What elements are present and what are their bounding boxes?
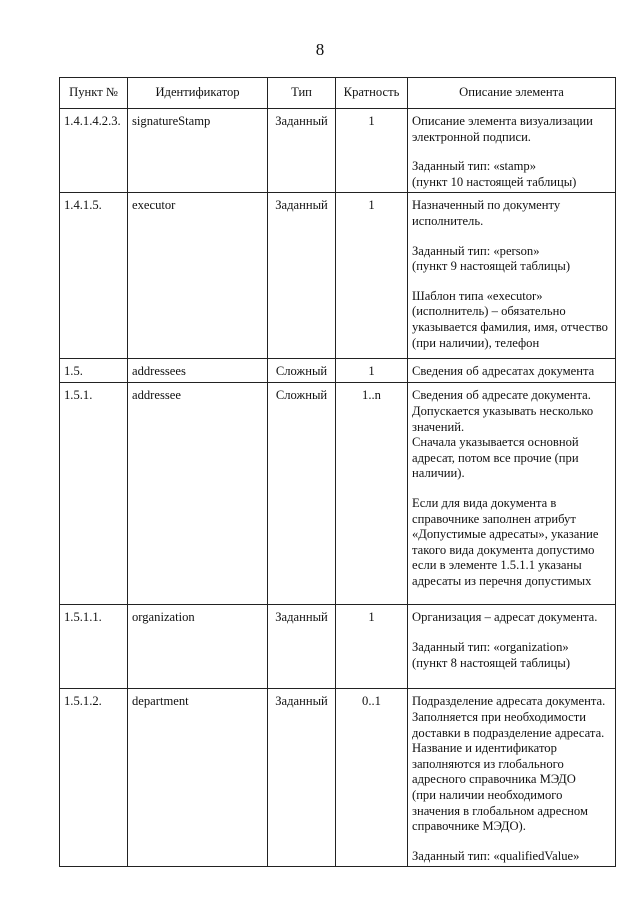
description-line: справочнике МЭДО). — [412, 819, 526, 834]
row-multiplicity-cell: 1 — [336, 193, 408, 359]
description-line: наличии). — [412, 466, 465, 481]
header-description: Описание элемента — [408, 78, 616, 109]
row-number-cell: 1.4.1.5. — [60, 193, 128, 359]
table-row — [60, 109, 616, 193]
paragraph-gap — [412, 482, 611, 496]
description-line: доставки в подразделение адресата. — [412, 725, 605, 740]
description-line: Описание элемента визуализации — [412, 114, 593, 128]
description-line: (при наличии), телефон — [412, 335, 540, 350]
paragraph-gap — [412, 145, 611, 159]
table-row — [60, 359, 616, 383]
row-identifier-cell: executor — [128, 193, 268, 359]
description-line: Название и идентификатор — [412, 741, 557, 756]
row-description-cell — [408, 109, 616, 193]
description-line: адресат, потом все прочие (при — [412, 450, 579, 465]
description-paragraph — [412, 244, 611, 275]
description-paragraph — [412, 610, 611, 626]
description-line: если в элементе 1.5.1.1 указаны — [412, 558, 582, 573]
description-line: указывается фамилия, имя, отчество — [412, 319, 608, 334]
row-identifier-cell: signatureStamp — [128, 109, 268, 193]
row-multiplicity-cell: 1 — [336, 109, 408, 193]
description-line: Заданный тип: «person» — [412, 243, 540, 258]
description-line: (пункт 9 настоящей таблицы) — [412, 259, 571, 274]
elements-table — [59, 77, 616, 867]
row-type-cell: Сложный — [268, 359, 336, 383]
description-line: «Допустимые адресаты», указание — [412, 527, 599, 542]
header-identifier: Идентификатор — [128, 78, 268, 109]
description-line: Заданный тип: «organization» — [412, 639, 569, 654]
row-identifier-cell: department — [128, 689, 268, 867]
description-line: Если для вида документа в — [412, 495, 557, 510]
row-number-cell: 1.5.1.1. — [60, 605, 128, 689]
table-row — [60, 383, 616, 605]
paragraph-gap — [412, 835, 611, 849]
description-line: Назначенный по документу — [412, 198, 561, 213]
description-paragraph — [412, 694, 611, 834]
row-description-cell — [408, 689, 616, 867]
description-paragraph — [412, 289, 611, 351]
description-line: Заданный тип: «qualifiedValue» — [412, 848, 580, 863]
row-description-cell — [408, 359, 616, 383]
row-number-cell: 1.5. — [60, 359, 128, 383]
description-line: значений. — [412, 419, 465, 434]
table-row — [60, 193, 616, 359]
description-line: (пункт 8 настоящей таблицы) — [412, 655, 571, 670]
paragraph-gap — [412, 275, 611, 289]
description-paragraph — [412, 198, 611, 229]
row-multiplicity-cell: 1 — [336, 359, 408, 383]
description-line: Заполняется при необходимости — [412, 709, 586, 724]
description-line: Подразделение адресата документа. — [412, 694, 606, 709]
description-line: Организация – адресат документа. — [412, 610, 598, 625]
table-body — [60, 109, 616, 867]
row-multiplicity-cell: 1..n — [336, 383, 408, 605]
description-line: такого вида документа допустимо — [412, 542, 595, 557]
row-description-cell — [408, 605, 616, 689]
row-type-cell: Заданный — [268, 193, 336, 359]
row-identifier-cell: addressees — [128, 359, 268, 383]
header-type: Тип — [268, 78, 336, 109]
paragraph-gap — [412, 626, 611, 640]
description-paragraph — [412, 640, 611, 671]
table-row — [60, 689, 616, 867]
description-paragraph — [412, 388, 611, 482]
description-line: адресаты из перечня допустимых — [412, 573, 592, 588]
description-line: справочнике заполнен атрибут — [412, 511, 576, 526]
row-identifier-cell: addressee — [128, 383, 268, 605]
description-line: Допускается указывать несколько — [412, 403, 594, 418]
description-line: (пункт 10 настоящей таблицы) — [412, 174, 577, 189]
description-paragraph — [412, 114, 611, 145]
paragraph-gap — [412, 230, 611, 244]
row-type-cell: Заданный — [268, 605, 336, 689]
table-header-row — [60, 78, 616, 109]
header-multiplicity: Кратность — [336, 78, 408, 109]
row-number-cell: 1.5.1.2. — [60, 689, 128, 867]
row-number-cell: 1.5.1. — [60, 383, 128, 605]
description-line: исполнитель. — [412, 213, 484, 228]
description-line: электронной подписи. — [412, 129, 531, 144]
description-paragraph — [412, 496, 611, 590]
description-line: (при наличии необходимого — [412, 787, 563, 802]
description-line: Сведения об адресатах документа — [412, 364, 595, 379]
row-type-cell: Заданный — [268, 109, 336, 193]
description-line: Шаблон типа «executor» — [412, 288, 543, 303]
description-line: Заданный тип: «stamp» — [412, 159, 537, 174]
row-multiplicity-cell: 1 — [336, 605, 408, 689]
row-identifier-cell: organization — [128, 605, 268, 689]
row-type-cell: Заданный — [268, 689, 336, 867]
description-line: значения в глобальном адресном — [412, 803, 588, 818]
row-multiplicity-cell: 0..1 — [336, 689, 408, 867]
row-description-cell — [408, 383, 616, 605]
table-row — [60, 605, 616, 689]
description-paragraph — [412, 159, 611, 190]
description-paragraph — [412, 849, 611, 865]
description-line: (исполнитель) – обязательно — [412, 304, 566, 319]
row-type-cell: Сложный — [268, 383, 336, 605]
description-line: адресного справочника МЭДО — [412, 772, 576, 787]
description-line: Сведения об адресате документа. — [412, 388, 591, 403]
row-number-cell: 1.4.1.4.2.3. — [60, 109, 128, 193]
description-paragraph — [412, 364, 611, 380]
description-line: заполняются из глобального — [412, 756, 564, 771]
header-item-number: Пункт № — [60, 78, 128, 109]
row-description-cell — [408, 193, 616, 359]
page-number: 8 — [315, 40, 325, 59]
description-line: Сначала указывается основной — [412, 435, 579, 450]
